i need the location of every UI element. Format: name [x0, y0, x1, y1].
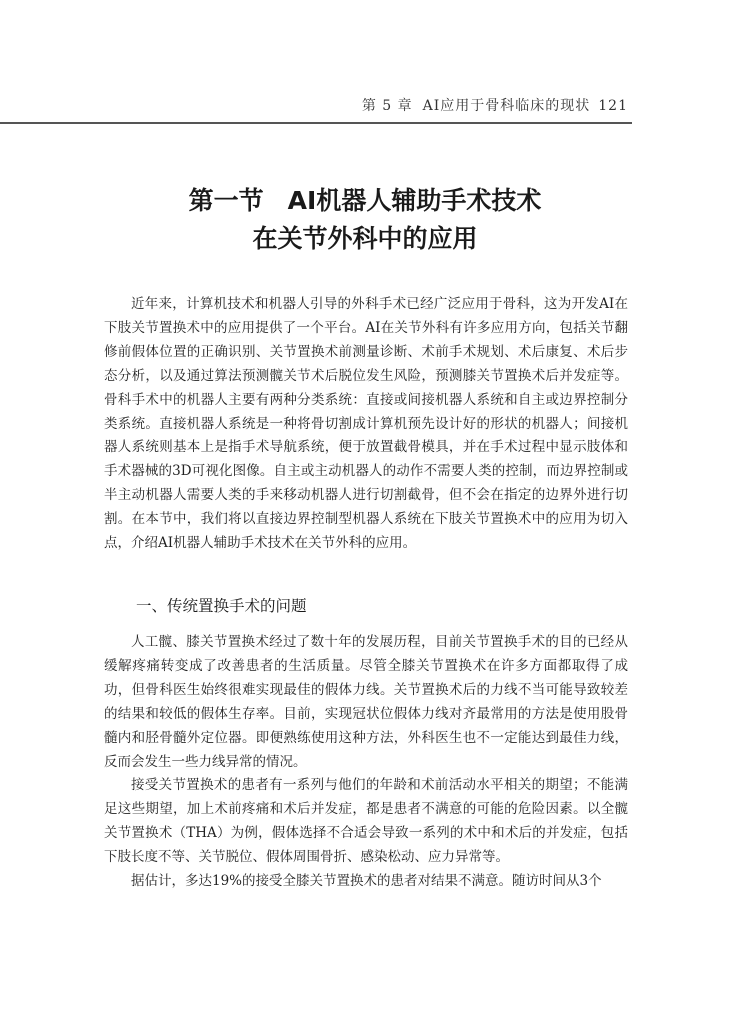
subsection-heading: 一、传统置换手术的问题 — [136, 597, 307, 615]
section-title-main: AI机器人辅助手术技术 — [287, 186, 542, 215]
section-number: 第一节 — [188, 186, 264, 215]
running-header — [362, 95, 628, 115]
intro-paragraph: 近年来，计算机技术和机器人引导的外科手术已经广泛应用于骨科，这为开发AI在下肢关节置换术中的应用提供了一个平台。AI在关节外科有许多应用方向，包括关节翻修前假体位置的正确识别、关节置换术前测量诊断、术前手术规划、术后康复、术后步态分析，以及通过算法预测髋关节术后脱位发生风险，预测膝关节置换术后并发症等。骨科手术中的机器人主要有两种分类系统：直接或间接机器人系统和自主或边界控制分类系统。直接机器人系统是一种将骨切割成计算机预先设计好的形状的机器人；间接机器人系统则基本上是指手术导航系统，便于放置截骨模具，并在手术过程中显示肢体和手术器械的3D可视化图像。自主或主动机器人的动作不需要人类的控制，而边界控制或半主动机器人需要人类的手来移动机器人进行切割截骨，但不会在指定的边界外进行切割。在本节中，我们将以直接边界控制型机器人系统在下肢关节置换术中的应用为切入点，介绍AI机器人辅助手术技术在关节外科的应用。 — [104, 296, 628, 552]
page-number: 121 — [598, 98, 628, 114]
chapter-title: AI应用于骨科临床的现状 — [422, 98, 591, 114]
body-paragraph: 据估计，多达19%的接受全膝关节置换术的患者对结果不满意。随访时间从3个 — [131, 873, 602, 890]
subsection-body — [104, 631, 628, 894]
intro-block — [104, 293, 628, 556]
section-title — [0, 182, 730, 258]
chapter-number: 第 5 章 — [361, 98, 413, 114]
header-rule — [0, 122, 632, 124]
body-paragraph: 接受关节置换术的患者有一系列与他们的年龄和术前活动水平相关的期望；不能满足这些期望，加上术前疼痛和术后并发症，都是患者不满意的可能的危险因素。以全髋关节置换术（THA）为例，假体选择不合适会导致一系列的术中和术后的并发症，包括下肢长度不等、关节脱位、假体周围骨折、感染松动、应力异常等。 — [104, 777, 628, 866]
section-title-line-2: 在关节外科中的应用 — [252, 224, 478, 253]
section-title-line-1 — [0, 182, 730, 220]
body-paragraph: 人工髋、膝关节置换术经过了数十年的发展历程，目前关节置换手术的目的已经从缓解疼痛转变成了改善患者的生活质量。尽管全膝关节置换术在许多方面都取得了成功，但骨科医生始终很难实现最佳的假体力线。关节置换术后的力线不当可能导致较差的结果和较低的假体生存率。目前，实现冠状位假体力线对齐最常用的方法是使用股骨髓内和胫骨髓外定位器。即便熟练使用这种方法，外科医生也不一定能达到最佳力线，反而会发生一些力线异常的情况。 — [104, 634, 628, 770]
